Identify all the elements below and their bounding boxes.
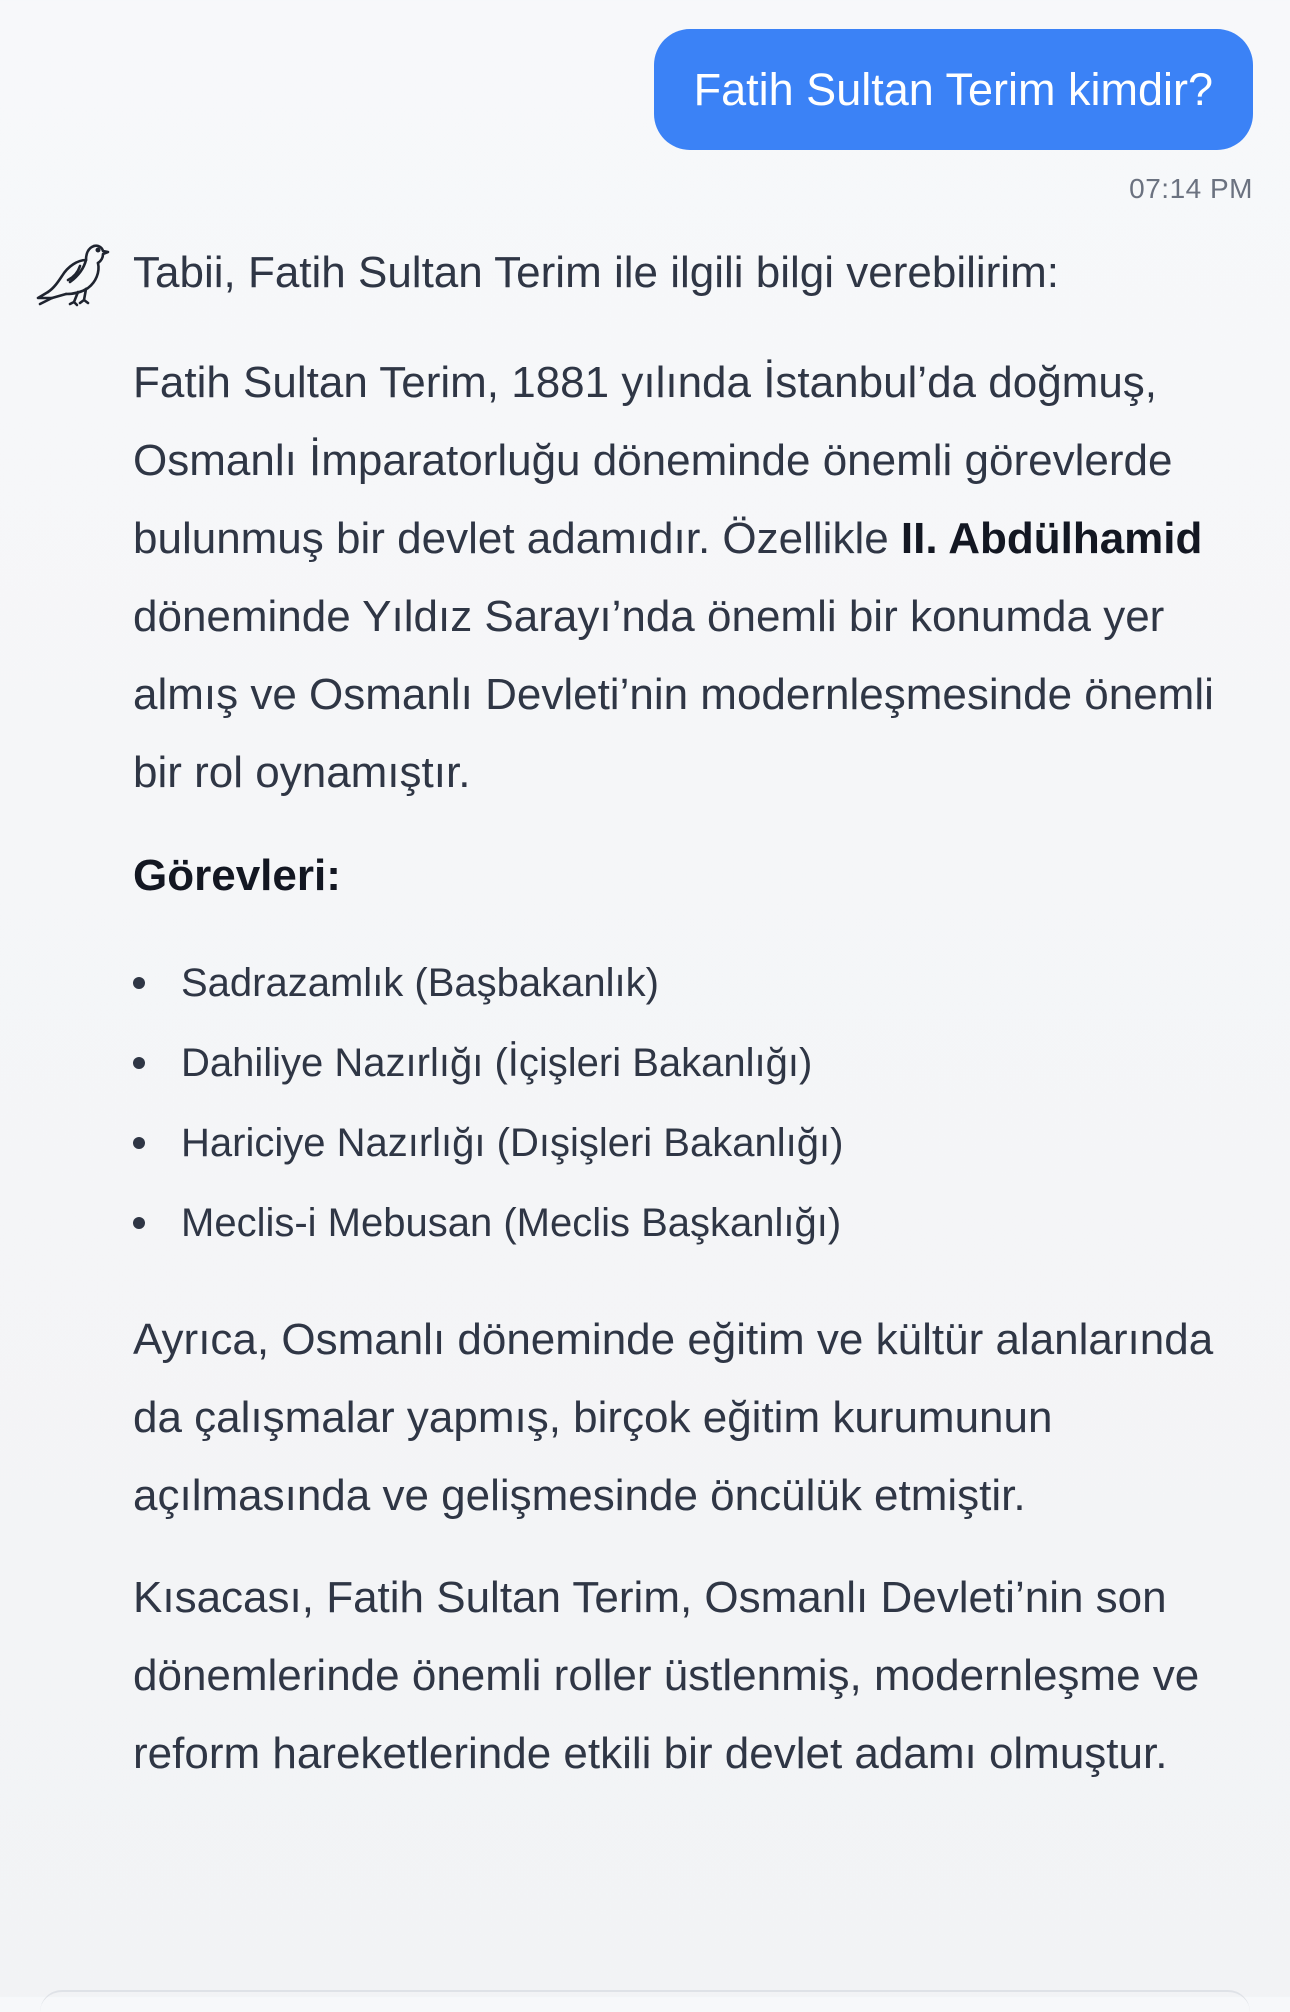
list-item-text: Sadrazamlık (Başbakanlık) [181, 960, 659, 1005]
assistant-paragraph-2: Ayrıca, Osmanlı döneminde eğitim ve kültür alanlarında da çalışmalar yapmış, birçok eğitim kurumunun açılmasında ve gelişmesinde öncülük etmiştir. [133, 1314, 1214, 1520]
list-item [133, 1023, 1263, 1103]
list-item-text: Dahiliye Nazırlığı (İçişleri Bakanlığı) [181, 1040, 813, 1085]
assistant-intro: Tabii, Fatih Sultan Terim ile ilgili bilgi verebilirim: [133, 248, 1059, 297]
user-message-bubble[interactable]: Fatih Sultan Terim kimdir? [654, 29, 1253, 150]
list-item [133, 943, 1263, 1023]
assistant-message [133, 247, 1263, 1793]
list-item [133, 1183, 1263, 1263]
bullet-icon [133, 1137, 145, 1149]
message-timestamp: 07:14 PM [1129, 173, 1253, 204]
user-message-row [654, 29, 1253, 150]
list-item-text: Hariciye Nazırlığı (Dışişleri Bakanlığı) [181, 1120, 844, 1165]
duties-list [133, 943, 1263, 1263]
bird-icon [34, 236, 110, 312]
list-item [133, 1103, 1263, 1183]
input-bar-edge [40, 1990, 1250, 2012]
section-title: Görevleri: [133, 850, 341, 900]
paragraph-text: döneminde Yıldız Sarayı’nda önemli bir konumda yer almış ve Osmanlı Devleti’nin modernleşmesinde önemli bir rol oynamıştır. [133, 591, 1214, 797]
assistant-paragraph-3: Kısacası, Fatih Sultan Terim, Osmanlı Devleti’nin son dönemlerinde önemli roller üstlenmiş, modernleşme ve reform hareketlerinde etkili bir devlet adamı olmuştur. [133, 1572, 1200, 1778]
assistant-paragraph-1 [133, 344, 1263, 812]
bold-name: II. Abdülhamid [900, 513, 1203, 563]
bullet-icon [133, 1217, 145, 1229]
list-item-text: Meclis-i Mebusan (Meclis Başkanlığı) [181, 1200, 842, 1245]
bullet-icon [133, 1057, 145, 1069]
paragraph-text: Fatih Sultan Terim, 1881 yılında İstanbul’da doğmuş, Osmanlı İmparatorluğu döneminde önemli görevlerde bulunmuş bir devlet adamıdır. Özellikle [133, 357, 1173, 563]
bullet-icon [133, 977, 145, 989]
